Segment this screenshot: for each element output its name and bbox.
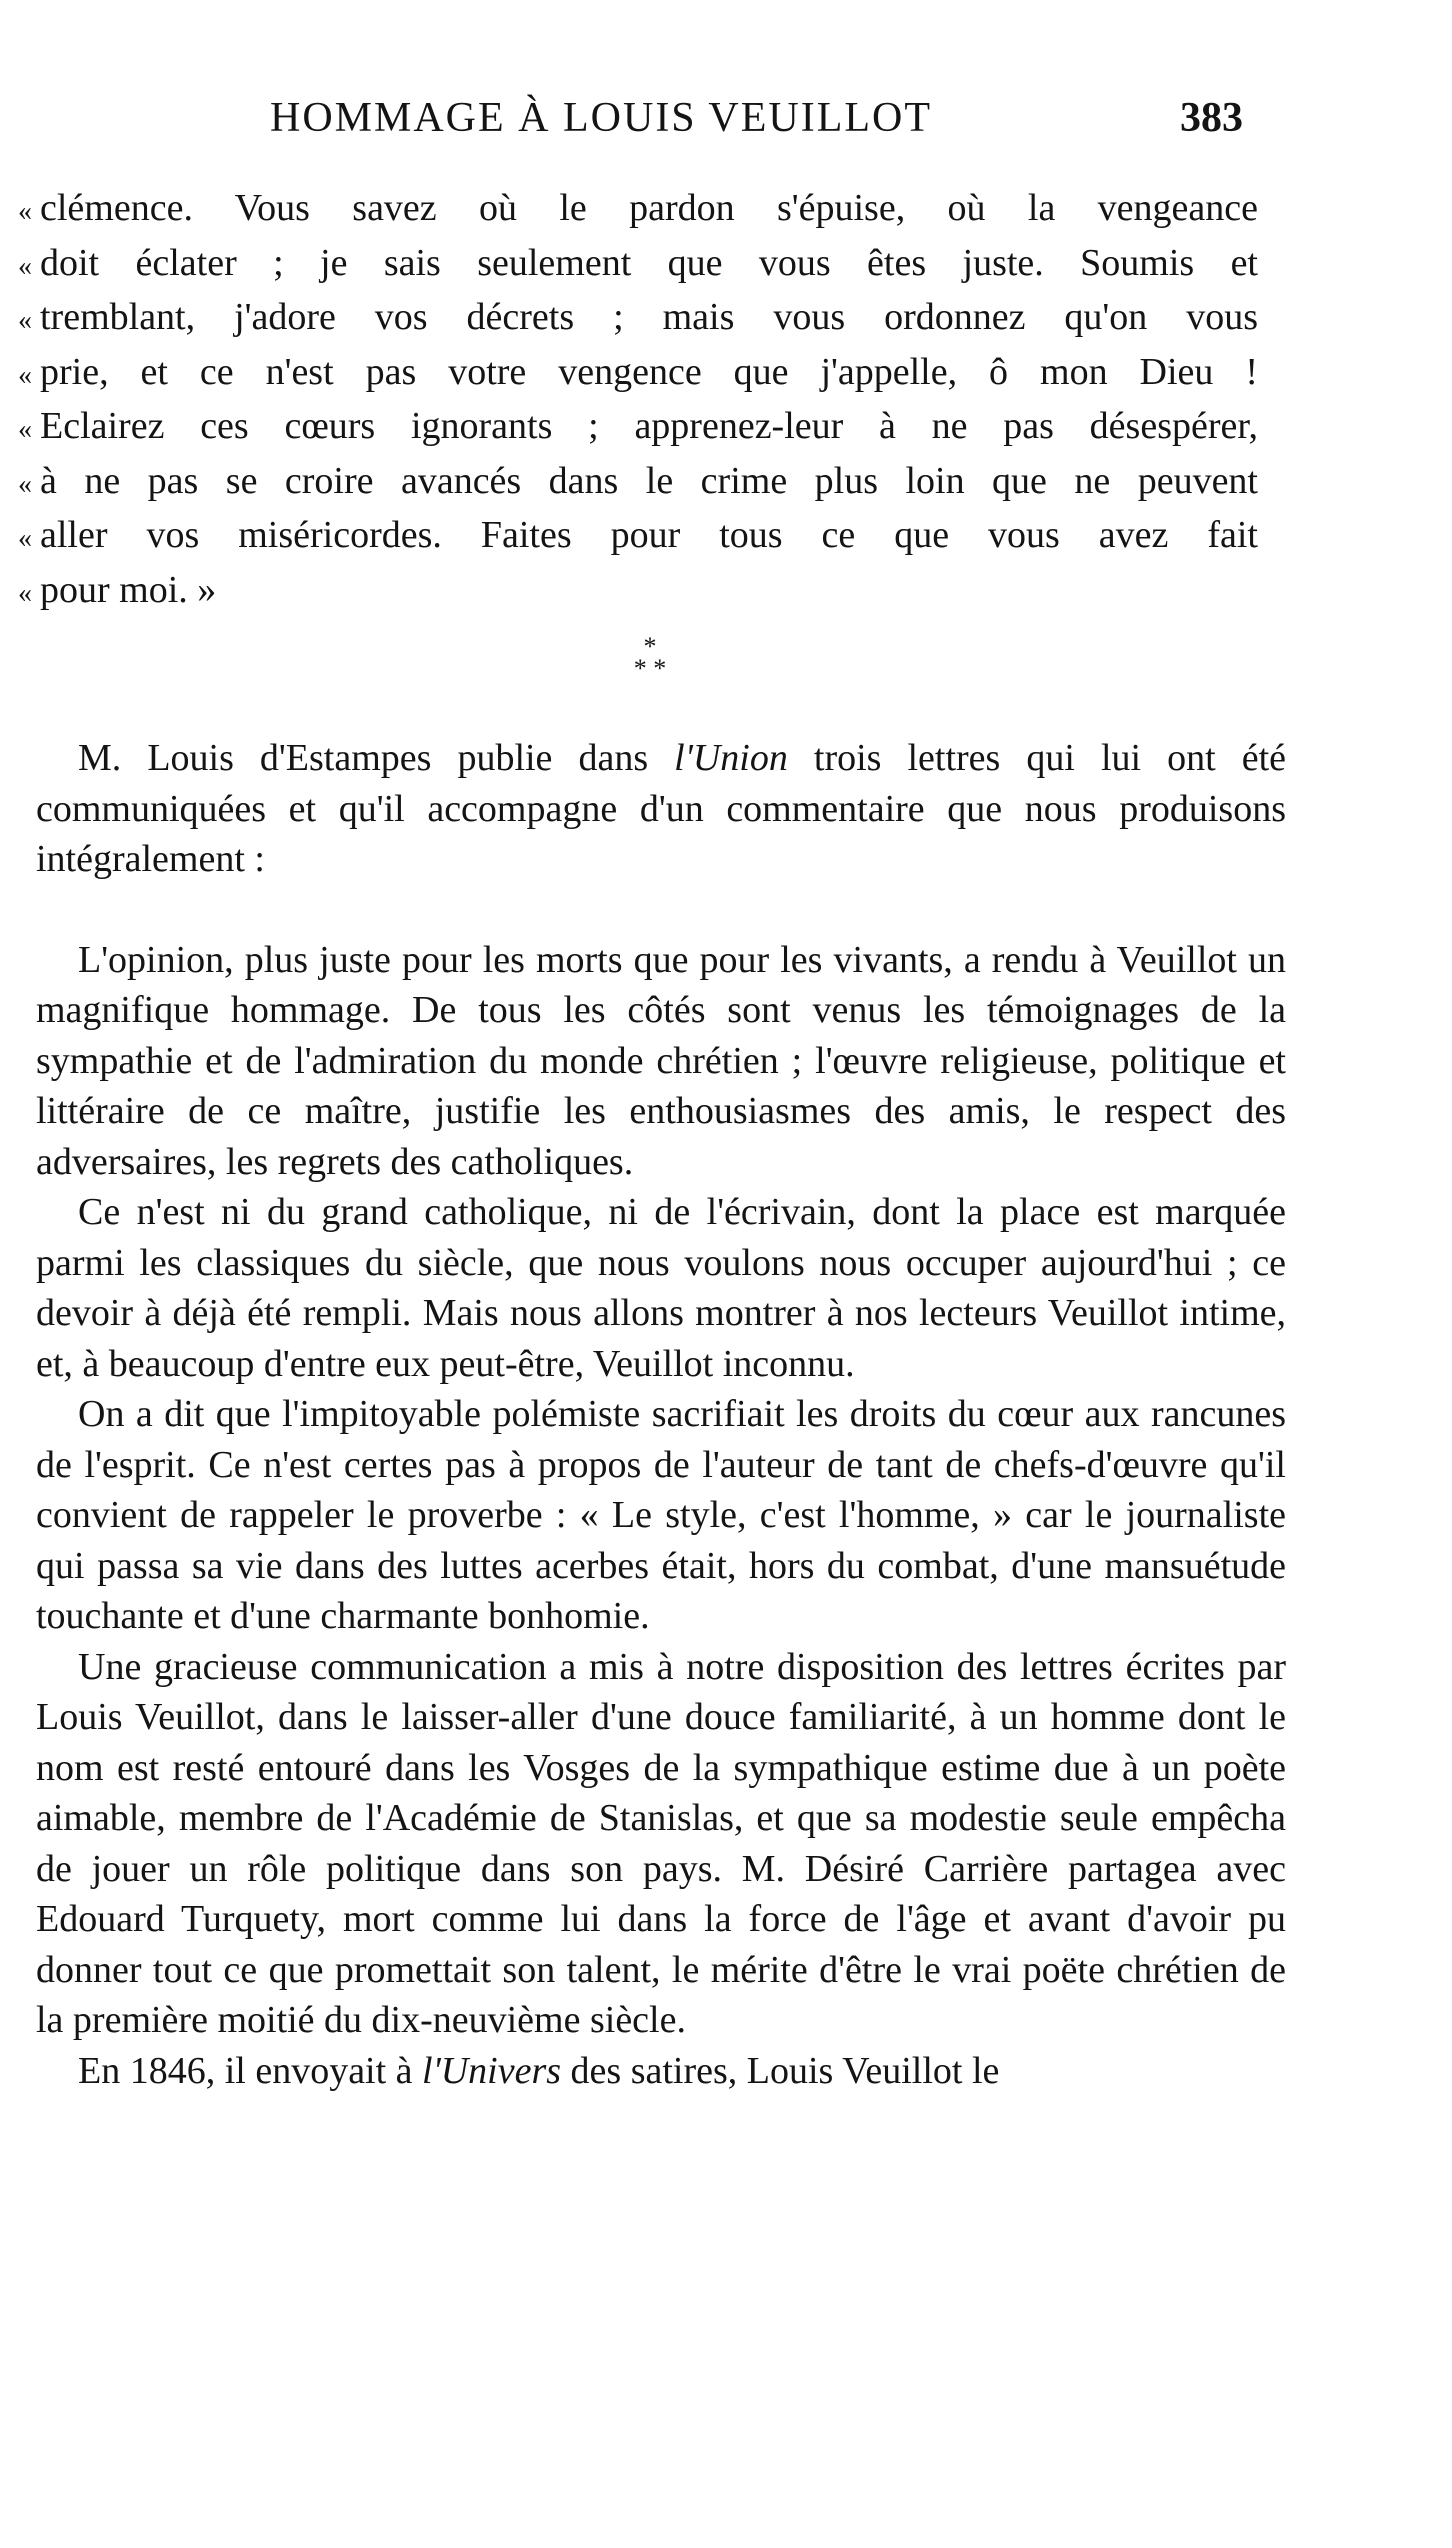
last-text-start: En 1846, il envoyait à	[78, 2049, 423, 2092]
quote-line-text: doit éclater ; je sais seulement que vous êtes juste. Soumis et	[40, 241, 1258, 284]
asterism-top: *	[643, 632, 657, 661]
intro-text-end: trois lettres qui lui ont été communiquées et qu'il accompagne d'un commentaire que nous produisons intégralement :	[36, 737, 1286, 880]
quote-line	[18, 510, 1258, 565]
quote-line-text: clémence. Vous savez où le pardon s'épuise, où la vengeance	[40, 187, 1258, 229]
quote-line-text: tremblant, j'adore vos décrets ; mais vous ordonnez qu'on vous	[40, 296, 1258, 338]
quote-line	[18, 347, 1258, 402]
asterism-bottom: * *	[633, 654, 667, 683]
quote-mark: «	[18, 305, 32, 336]
body-paragraph: Ce n'est ni du grand catholique, ni de l'écrivain, dont la place est marquée parmi les classiques du siècle, que nous voulons nous occuper aujourd'hui ; ce devoir à déjà été rempli. Mais nous allons montrer à nos lecteurs Veuillot intime, et, à beaucoup d'entre eux peut-être, Veuillot inconnu.	[36, 1191, 1286, 1385]
quote-line-text: prie, et ce n'est pas votre vengence que j'appelle, ô mon Dieu !	[40, 350, 1258, 393]
running-header	[0, 94, 1452, 154]
body-paragraph: Une gracieuse communication a mis à notre disposition des lettres écrites par Louis Veuillot, dans le laisser-aller d'une douce familiarité, à un homme dont le nom est resté entouré dans les Vosges de la sympathique estime due à un poète aimable, membre de l'Académie de Stanislas, et que sa modestie seule empêcha de jouer un rôle politique dans son pays. M. Désiré Carrière partagea avec Edouard Turquety, mort comme lui dans la force de l'âge et avant d'avoir pu donner tout ce que promettait son talent, le mérite d'être le vrai poëte chrétien de la première moitié du dix-neuvième siècle.	[36, 1645, 1286, 2041]
quote-line	[18, 238, 1258, 293]
body-paragraph: L'opinion, plus juste pour les morts que pour les vivants, a rendu à Veuillot un magnifique hommage. De tous les côtés sont venus les témoignages de la sympathie et de l'admiration du monde chrétien ; l'œuvre religieuse, politique et littéraire de ce maître, justifie les enthousiasmes des amis, le respect des adversaires, les regrets des catholiques.	[36, 938, 1286, 1183]
quote-mark: «	[18, 468, 32, 500]
quote-mark: «	[18, 523, 32, 554]
quote-mark: «	[18, 250, 32, 282]
journal-title: l'Univers	[422, 2049, 562, 2092]
quote-line-text: à ne pas se croire avancés dans le crime plus loin que ne peuvent	[40, 459, 1258, 502]
intro-text-start: M. Louis d'Estampes publie dans	[78, 737, 675, 779]
running-title: HOMMAGE À LOUIS VEUILLOT	[270, 95, 933, 141]
page-number: 383	[1180, 95, 1243, 141]
body-paragraph: On a dit que l'impitoyable polémiste sacrifiait les droits du cœur aux rancunes de l'esprit. Ce n'est certes pas à propos de l'auteur de tant de chefs-d'œuvre qu'il convient de rappeler le proverbe : « Le style, c'est l'homme, » car le journaliste qui passa sa vie dans des luttes acerbes était, hors du combat, d'une mansuétude touchante et d'une charmante bonhomie.	[36, 1393, 1286, 1637]
quote-line	[18, 565, 1258, 620]
quote-line	[18, 183, 1258, 238]
journal-title: l'Union	[674, 737, 788, 779]
quote-line-text: pour moi. »	[40, 568, 217, 611]
quote-mark: «	[18, 414, 32, 445]
quote-line	[18, 401, 1258, 456]
last-text-end: des satires, Louis Veuillot le	[561, 2049, 1000, 2092]
quote-mark: «	[18, 359, 32, 391]
quote-mark: «	[18, 196, 32, 227]
intro-paragraph	[36, 733, 1286, 885]
paragraph-gap	[36, 885, 1286, 935]
last-paragraph	[36, 2046, 1286, 2097]
asterism-separator	[620, 632, 680, 686]
quote-mark: «	[18, 577, 32, 609]
quote-line-text: aller vos miséricordes. Faites pour tous ce que vous avez fait	[40, 514, 1258, 556]
quote-line	[18, 292, 1258, 347]
quotation-block	[18, 183, 1258, 619]
quote-line-text: Eclairez ces cœurs ignorants ; apprenez-leur à ne pas désespérer,	[40, 405, 1258, 447]
article-body	[36, 733, 1286, 2096]
quote-line	[18, 456, 1258, 511]
